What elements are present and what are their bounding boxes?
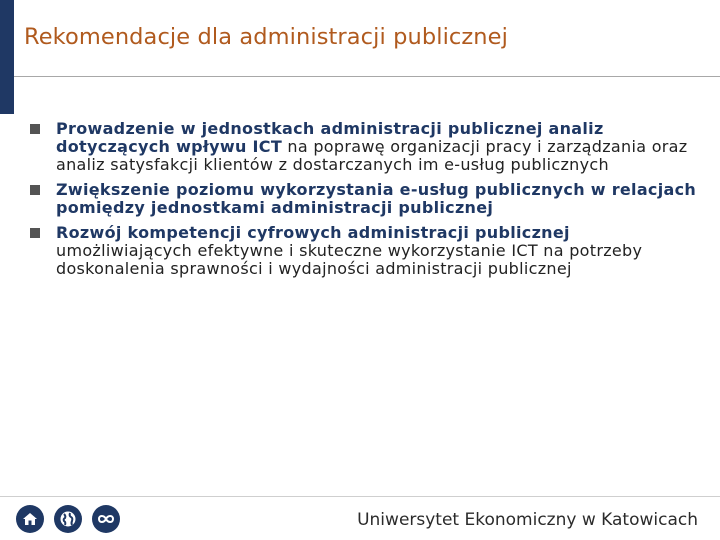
home-icon[interactable] <box>16 505 44 533</box>
footer-icon-group <box>16 505 120 533</box>
bullet-list <box>30 120 710 285</box>
slide-title: Rekomendacje dla administracji publicznej <box>24 24 508 50</box>
bullet-bold-text: Rozwój kompetencji cyfrowych administracji publicznej <box>56 223 570 242</box>
infinity-icon[interactable] <box>92 505 120 533</box>
bullet-square-icon <box>30 228 40 238</box>
bullet-item <box>30 120 710 174</box>
bullet-text: umożliwiających efektywne i skuteczne wykorzystanie ICT na potrzeby doskonalenia sprawności i wydajności administracji publicznej <box>56 241 643 278</box>
bullet-square-icon <box>30 124 40 134</box>
university-name: Uniwersytet Ekonomiczny w Katowicach <box>357 510 698 530</box>
left-accent-bar <box>0 0 14 114</box>
footer-divider <box>0 496 720 497</box>
bullet-item <box>30 224 710 278</box>
title-divider <box>14 76 720 77</box>
bullet-text: na poprawę organizacji pracy i zarządzania oraz analiz satysfakcji klientów z dostarczanych im e-usług publicznych <box>56 137 688 174</box>
bullet-bold-text: Zwiększenie poziomu wykorzystania e-usług publicznych w relacjach pomiędzy jednostkami administracji publicznej <box>56 180 697 217</box>
globe-icon[interactable] <box>54 505 82 533</box>
bullet-item <box>30 181 710 217</box>
bullet-bold-text: Prowadzenie w jednostkach administracji publicznej analiz dotyczących wpływu ICT <box>56 119 604 156</box>
bullet-square-icon <box>30 185 40 195</box>
